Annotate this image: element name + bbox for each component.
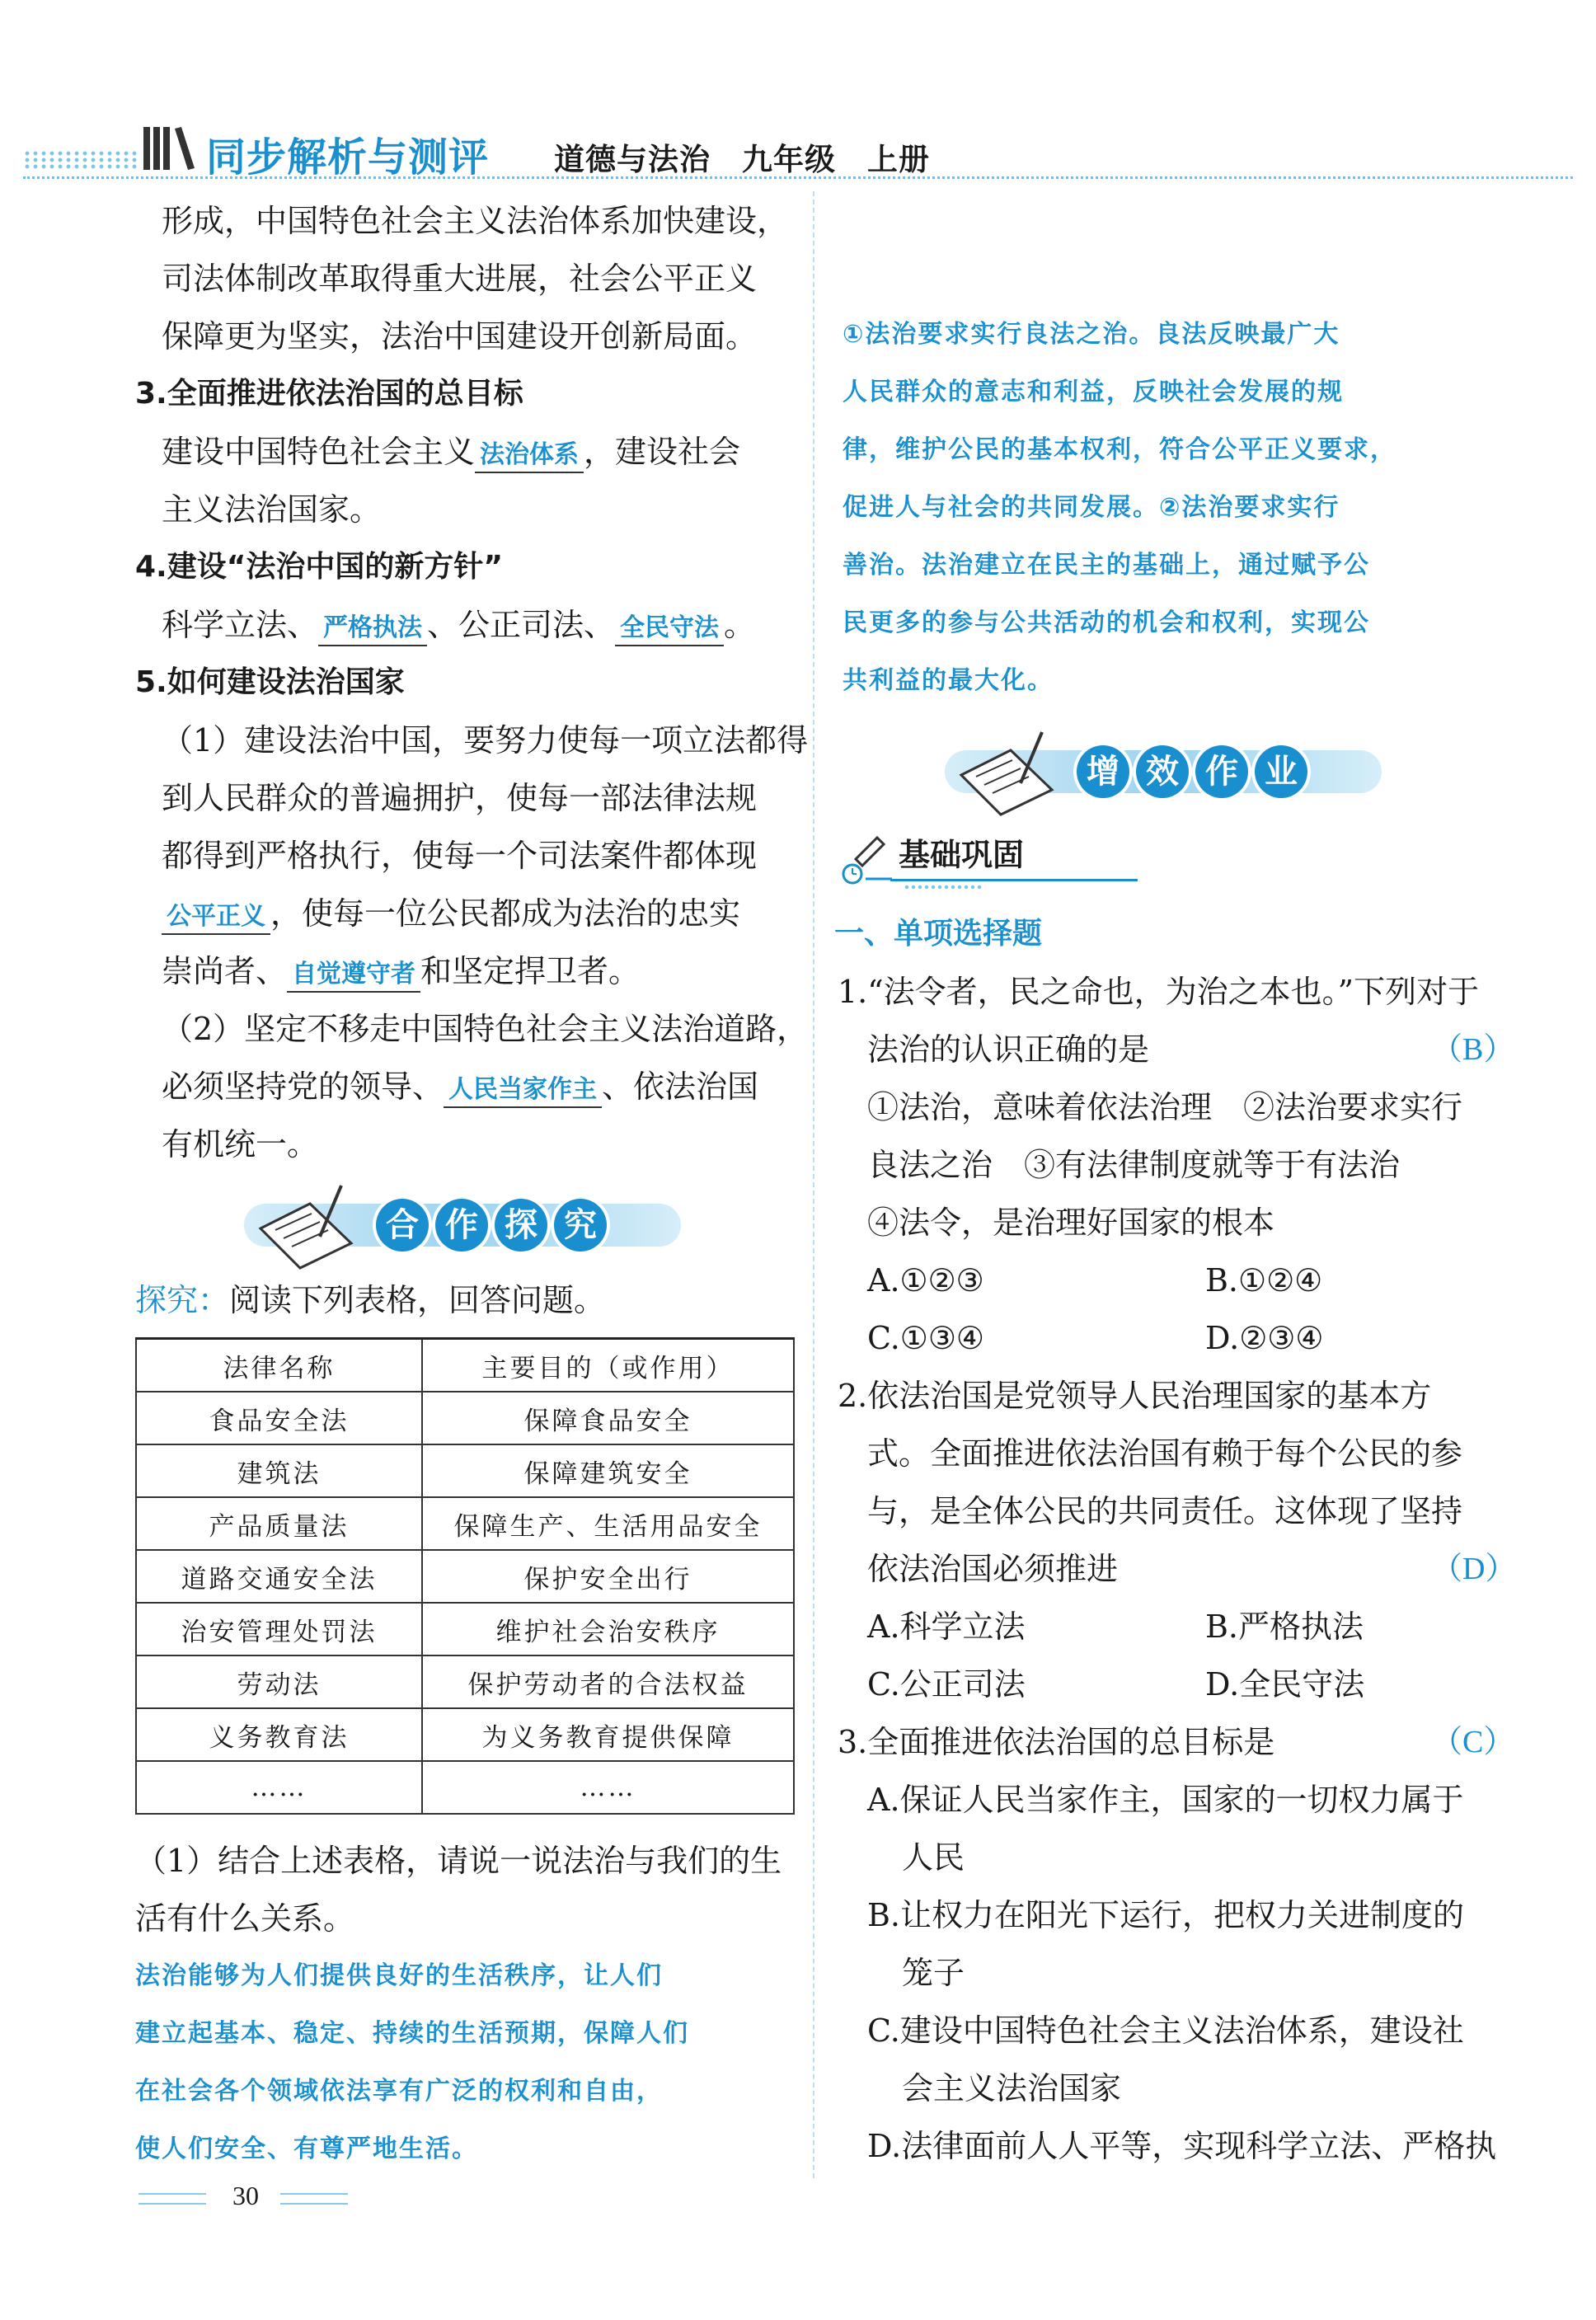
choice-q3-line-5: C.建设中国特色社会主义法治体系，建设社 — [867, 2012, 1464, 2049]
p1-line-2: 到人民群众的普遍拥护，使每一部法律法规 — [162, 780, 758, 816]
banner-char: 究 — [554, 1199, 607, 1252]
p2-line-2 — [162, 1066, 758, 1108]
explore-line — [135, 1280, 605, 1321]
heading-3-line-1 — [162, 431, 740, 473]
table-cell: 保护安全出行 — [422, 1550, 794, 1603]
p1-line-5 — [162, 951, 640, 993]
p2-line-3: 有机统一。 — [162, 1126, 319, 1162]
banner-char: 探 — [495, 1199, 547, 1252]
basic-consolidation-title: 基础巩固 — [899, 837, 1025, 873]
left-cont-line-3: 保障更为坚实，法治中国建设开创新局面。 — [162, 318, 758, 355]
table-cell: 保障食品安全 — [422, 1392, 794, 1444]
banner-homework — [945, 726, 1390, 816]
table-row — [136, 1708, 794, 1761]
explore-text: 阅读下列表格，回答问题。 — [229, 1282, 606, 1318]
basic-underline — [890, 879, 1138, 881]
footer-rule — [280, 2203, 348, 2205]
choice-q1-line-2: 法治的认识正确的是 — [867, 1031, 1150, 1068]
text: 、依法治国 — [602, 1068, 759, 1105]
text: 、公正司法、 — [427, 607, 616, 643]
table-cell: 道路交通安全法 — [136, 1550, 422, 1603]
choice-q3-line-7: D.法律面前人人平等，实现科学立法、严格执 — [867, 2128, 1497, 2164]
notebook-pen-icon — [252, 1179, 359, 1270]
choice-q1-option-b: B.①②④ — [1205, 1262, 1323, 1299]
text: ，使每一位公民都成为法治的忠实 — [270, 895, 741, 932]
table-header-row — [136, 1339, 794, 1392]
choice-q1-answer: （B） — [1431, 1032, 1515, 1067]
answer-blank: 公平正义 — [162, 900, 270, 935]
table-cell: 保障建筑安全 — [422, 1444, 794, 1497]
table-cell: 保障生产、生活用品安全 — [422, 1497, 794, 1550]
table-cell: 产品质量法 — [136, 1497, 422, 1550]
table-row — [136, 1550, 794, 1603]
answer-1-line-3: 在社会各个领域依法享有广泛的权利和自由， — [135, 2077, 663, 2106]
answer-2-line-5: 善治。法治建立在民主的基础上，通过赋予公 — [843, 551, 1370, 580]
q1-line-2: 活有什么关系。 — [135, 1900, 355, 1937]
answer-blank: 人民当家作主 — [444, 1073, 602, 1108]
choice-q2-line-3: 与，是全体公民的共同责任。这体现了坚持 — [867, 1493, 1463, 1529]
choice-q1-statement-1: ①法治，意味着依法治理 ②法治要求实行 — [867, 1089, 1463, 1125]
answer-2-line-6: 民更多的参与公共活动的机会和权利，实现公 — [843, 608, 1370, 637]
table-cell: 食品安全法 — [136, 1392, 422, 1444]
choice-q3-line-1: A.保证人民当家作主，国家的一切权力属于 — [867, 1782, 1464, 1818]
header-subject: 道德与法治 九年级 上册 — [554, 142, 930, 177]
choice-q2-line-2: 式。全面推进依法治国有赖于每个公民的参 — [867, 1435, 1463, 1472]
notebook-pen-icon — [953, 726, 1060, 816]
banner-char: 增 — [1077, 745, 1129, 798]
table-cell: 建筑法 — [136, 1444, 422, 1497]
text: 。 — [724, 607, 756, 643]
answer-2-line-4: 促进人与社会的共同发展。②法治要求实行 — [843, 493, 1340, 522]
choice-q1-option-c: C.①③④ — [867, 1320, 984, 1356]
choice-q2-option-d: D.全民守法 — [1205, 1666, 1365, 1702]
answer-blank: 自觉遵守者 — [287, 958, 420, 993]
table-row — [136, 1497, 794, 1550]
section-single-choice: 一、单项选择题 — [834, 917, 1043, 951]
basic-dots-decoration — [904, 884, 982, 890]
books-logo-icon — [142, 122, 196, 173]
table-row — [136, 1761, 794, 1814]
table-cell: …… — [422, 1761, 794, 1814]
column-divider — [813, 191, 814, 2178]
table-cell: 为义务教育提供保障 — [422, 1708, 794, 1761]
table-cell: 治安管理处罚法 — [136, 1603, 422, 1655]
heading-3: 3.全面推进依法治国的总目标 — [135, 377, 523, 411]
answer-blank: 法治体系 — [475, 439, 584, 473]
banner-char: 作 — [1195, 745, 1248, 798]
table-row — [136, 1655, 794, 1708]
answer-1-line-4: 使人们安全、有尊严地生活。 — [135, 2134, 478, 2163]
choice-q2-line-1: 2.依法治国是党领导人民治理国家的基本方 — [838, 1378, 1432, 1414]
banner-char: 业 — [1255, 745, 1307, 798]
text: 必须坚持党的领导、 — [162, 1068, 444, 1105]
choice-q2-line-4: 依法治国必须推进 — [867, 1551, 1119, 1587]
banner-char: 作 — [435, 1199, 488, 1252]
text: 建设中国特色社会主义 — [162, 434, 476, 470]
text: ，建设社会 — [584, 434, 741, 470]
law-table — [135, 1337, 795, 1815]
choice-q3-stem: 3.全面推进依法治国的总目标是 — [838, 1724, 1275, 1760]
answer-2-line-2: 人民群众的意志和利益，反映社会发展的规 — [843, 378, 1344, 406]
choice-q2-option-b: B.严格执法 — [1205, 1609, 1364, 1645]
p1-line-4 — [162, 893, 740, 935]
choice-q3-line-6: 会主义法治国家 — [902, 2070, 1122, 2106]
footer-rule — [138, 2193, 206, 2195]
choice-q3-answer: （C） — [1431, 1725, 1515, 1759]
text: 和坚定捍卫者。 — [420, 953, 641, 989]
choice-q1-statement-2: 良法之治 ③有法律制度就等于有法治 — [867, 1147, 1401, 1183]
heading-4-line-1 — [162, 604, 755, 646]
choice-q2-option-a: A.科学立法 — [867, 1609, 1026, 1645]
banner-char: 效 — [1136, 745, 1189, 798]
table-header: 主要目的（或作用） — [422, 1339, 794, 1392]
page-number: 30 — [232, 2181, 259, 2210]
p2-line-1: （2）坚定不移走中国特色社会主义法治道路， — [162, 1011, 809, 1047]
table-cell: 义务教育法 — [136, 1708, 422, 1761]
table-row — [136, 1603, 794, 1655]
pencil-clock-icon — [838, 834, 894, 887]
table-header: 法律名称 — [136, 1339, 422, 1392]
table-row — [136, 1444, 794, 1497]
choice-q2-option-c: C.公正司法 — [867, 1666, 1026, 1702]
answer-2-line-1: ①法治要求实行良法之治。良法反映最广大 — [843, 320, 1340, 349]
text: 科学立法、 — [162, 607, 319, 643]
footer-rule — [280, 2193, 348, 2195]
answer-blank: 全民守法 — [615, 612, 724, 646]
table-cell: 劳动法 — [136, 1655, 422, 1708]
choice-q3-line-2: 人民 — [902, 1839, 965, 1876]
choice-q1-option-d: D.②③④ — [1205, 1320, 1324, 1356]
choice-q3-line-3: B.让权力在阳光下运行，把权力关进制度的 — [867, 1897, 1465, 1933]
table-cell: 保护劳动者的合法权益 — [422, 1655, 794, 1708]
q1-line-1: （1）结合上述表格，请说一说法治与我们的生 — [135, 1843, 782, 1879]
p1-line-3: 都得到严格执行，使每一个司法案件都体现 — [162, 838, 758, 874]
answer-blank: 严格执法 — [318, 612, 427, 646]
banner-cooperative-inquiry — [244, 1179, 689, 1270]
header-rule — [23, 176, 1573, 179]
choice-q1-statement-3: ④法令，是治理好国家的根本 — [867, 1205, 1275, 1241]
answer-1-line-1: 法治能够为人们提供良好的生活秩序，让人们 — [135, 1961, 663, 1990]
header-brand: 同步解析与测评 — [206, 134, 490, 181]
p1-line-1: （1）建设法治中国，要努力使每一项立法都得 — [162, 722, 809, 758]
choice-q1-line-1: 1.“法令者，民之命也，为治之本也。”下列对于 — [838, 974, 1480, 1010]
heading-4: 4.建设“法治中国的新方针” — [135, 550, 504, 584]
table-row — [136, 1392, 794, 1444]
table-cell: …… — [136, 1761, 422, 1814]
choice-q2-answer: （D） — [1431, 1552, 1517, 1586]
answer-2-line-3: 律，维护公民的基本权利，符合公平正义要求， — [843, 435, 1396, 464]
heading-5: 5.如何建设法治国家 — [135, 665, 405, 699]
left-cont-line-1: 形成，中国特色社会主义法治体系加快建设， — [162, 203, 789, 239]
text: 崇尚者、 — [162, 953, 288, 989]
explore-label: 探究： — [135, 1282, 230, 1318]
choice-q3-line-4: 笼子 — [902, 1955, 965, 1991]
footer-rule — [138, 2203, 206, 2205]
choice-q1-option-a: A.①②③ — [867, 1262, 984, 1299]
answer-2-line-7: 共利益的最大化。 — [843, 666, 1054, 695]
header-dots-decoration — [23, 150, 138, 170]
heading-3-line-2: 主义法治国家。 — [162, 491, 382, 528]
banner-char: 合 — [376, 1199, 429, 1252]
answer-1-line-2: 建立起基本、稳定、持续的生活预期，保障人们 — [135, 2019, 689, 2048]
table-cell: 维护社会治安秩序 — [422, 1603, 794, 1655]
left-cont-line-2: 司法体制改革取得重大进展，社会公平正义 — [162, 261, 758, 297]
